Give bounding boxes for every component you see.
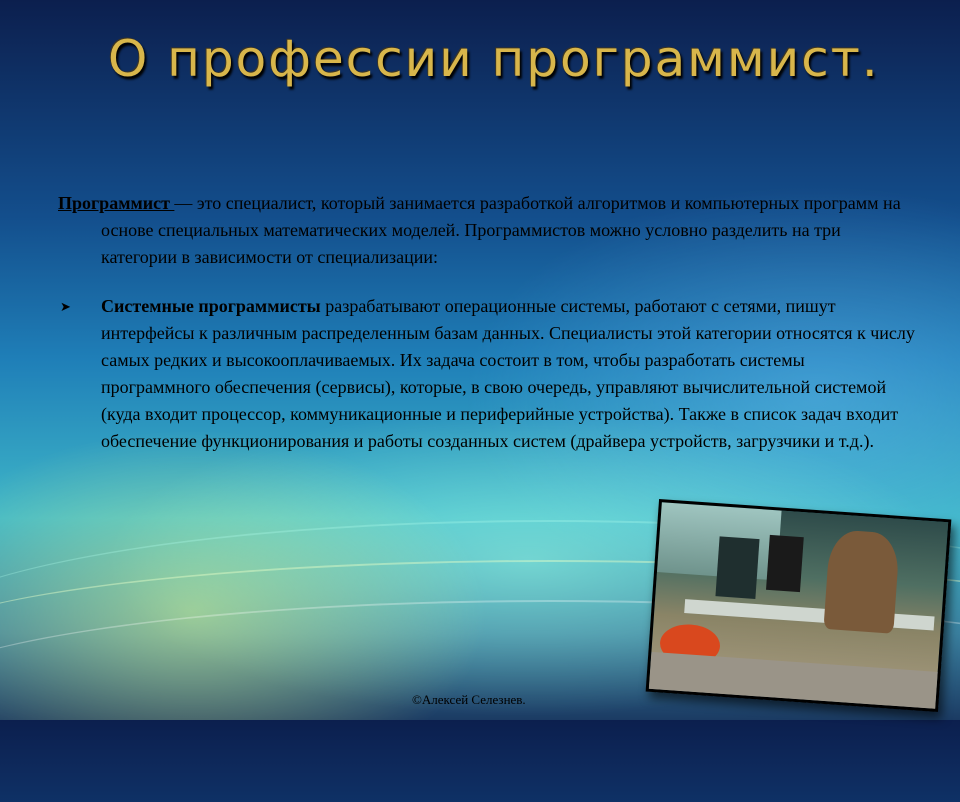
photo-person: [823, 529, 900, 634]
arrow-bullet-icon: ➤: [60, 299, 71, 314]
office-photo: [646, 499, 952, 712]
photo-monitor: [766, 535, 804, 592]
intro-paragraph: [58, 190, 918, 271]
slide-body: [58, 190, 918, 455]
intro-text: — это специалист, который занимается разработкой алгоритмов и компьютерных программ на основе специальных математических моделей. Программистов можно условно разделить на три категории в зависимости от специализации:: [101, 193, 901, 267]
photo-desk: [684, 599, 934, 630]
bullet-lead: Системные программисты: [101, 296, 321, 316]
copyright-note: ©Алексей Селезнев.: [412, 692, 526, 707]
bullet-system-programmers: [58, 293, 918, 455]
slide-title: О профессии программист.: [108, 30, 880, 88]
bullet-text: разрабатывают операционные системы, работают с сетями, пишут интерфейсы к различным распределенным базам данных. Специалисты этой категории относятся к числу самых редких и высокооплачиваемых. Их задача состоит в том, чтобы разработать системы программного обеспечения (сервисы), которые, в свою очередь, управляют вычислительной системой (куда входит процессор, коммуникационные и периферийные устройства). Также в список задач входит обеспечение функционирования и работы созданных систем (драйвера устройств, загрузчики и т.д.).: [101, 296, 915, 451]
photo-chair: [715, 536, 759, 599]
intro-term: Программист: [58, 193, 175, 213]
